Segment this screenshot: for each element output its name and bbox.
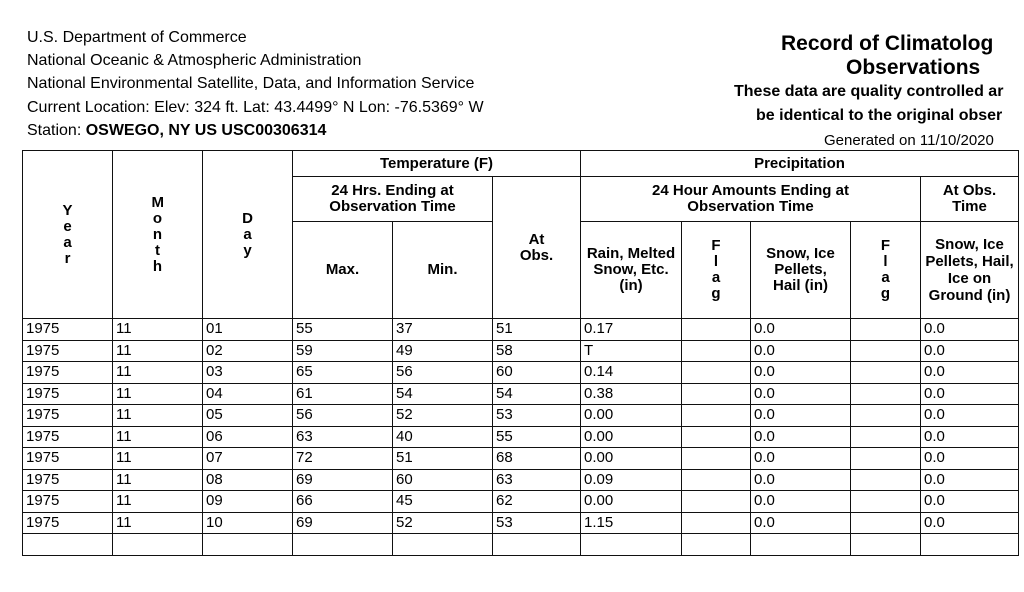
cell-month	[113, 534, 203, 556]
cell-max: 55	[293, 319, 393, 341]
cell-min: 37	[393, 319, 493, 341]
cell-snow: 0.0	[751, 383, 851, 405]
cell-max: 61	[293, 383, 393, 405]
cell-flag-1	[682, 340, 751, 362]
col-header-rain: Rain, Melted Snow, Etc. (in)	[581, 222, 682, 319]
cell-flag-1	[682, 383, 751, 405]
cell-rain: 0.00	[581, 491, 682, 513]
cell-snow-on-ground: 0.0	[921, 426, 1019, 448]
cell-flag-2	[851, 362, 921, 384]
cell-min: 40	[393, 426, 493, 448]
cell-at-obs: 68	[493, 448, 581, 470]
cell-min: 52	[393, 512, 493, 534]
cell-at-obs: 54	[493, 383, 581, 405]
cell-snow: 0.0	[751, 469, 851, 491]
table-row	[23, 426, 1019, 448]
cell-rain: T	[581, 340, 682, 362]
cell-day: 02	[203, 340, 293, 362]
cell-year: 1975	[23, 491, 113, 513]
cell-day: 10	[203, 512, 293, 534]
group-header-precipitation: Precipitation	[581, 151, 1019, 177]
cell-max: 66	[293, 491, 393, 513]
group-header-temperature: Temperature (F)	[293, 151, 581, 177]
cell-min: 45	[393, 491, 493, 513]
cell-day: 05	[203, 405, 293, 427]
cell-snow-on-ground	[921, 534, 1019, 556]
col-header-max: Max.	[293, 222, 393, 319]
station-value: OSWEGO, NY US USC00306314	[85, 122, 327, 139]
cell-day: 06	[203, 426, 293, 448]
agency-line: U.S. Department of Commerce	[27, 29, 247, 46]
cell-flag-1	[682, 319, 751, 341]
cell-month: 11	[113, 362, 203, 384]
cell-flag-2	[851, 383, 921, 405]
cell-snow: 0.0	[751, 512, 851, 534]
cell-rain: 0.09	[581, 469, 682, 491]
cell-flag-1	[682, 491, 751, 513]
cell-flag-2	[851, 319, 921, 341]
cell-max: 56	[293, 405, 393, 427]
cell-snow-on-ground: 0.0	[921, 362, 1019, 384]
cell-min	[393, 534, 493, 556]
cell-snow	[751, 534, 851, 556]
cell-flag-1	[682, 405, 751, 427]
cell-snow-on-ground: 0.0	[921, 469, 1019, 491]
cell-snow-on-ground: 0.0	[921, 448, 1019, 470]
climate-data-table	[22, 150, 1019, 556]
cell-flag-2	[851, 426, 921, 448]
group-header-at-obs-time: At Obs. Time	[921, 177, 1019, 222]
col-header-snow: Snow, Ice Pellets, Hail (in)	[751, 222, 851, 319]
cell-flag-1	[682, 534, 751, 556]
cell-flag-2	[851, 512, 921, 534]
cell-day: 04	[203, 383, 293, 405]
cell-year: 1975	[23, 340, 113, 362]
cell-snow-on-ground: 0.0	[921, 512, 1019, 534]
cell-flag-1	[682, 426, 751, 448]
cell-year	[23, 534, 113, 556]
agency-header	[27, 26, 484, 142]
table-row	[23, 362, 1019, 384]
station-label: Station:	[27, 122, 86, 139]
col-header-flag-1: Flag	[682, 222, 751, 319]
cell-rain: 0.00	[581, 405, 682, 427]
cell-month: 11	[113, 491, 203, 513]
cell-min: 52	[393, 405, 493, 427]
cell-snow-on-ground: 0.0	[921, 340, 1019, 362]
cell-year: 1975	[23, 362, 113, 384]
cell-max: 69	[293, 512, 393, 534]
cell-year: 1975	[23, 469, 113, 491]
table-row	[23, 534, 1019, 556]
table-row	[23, 319, 1019, 341]
cell-flag-2	[851, 469, 921, 491]
cell-month: 11	[113, 448, 203, 470]
table-row	[23, 448, 1019, 470]
cell-snow: 0.0	[751, 340, 851, 362]
cell-year: 1975	[23, 383, 113, 405]
cell-month: 11	[113, 426, 203, 448]
cell-flag-1	[682, 512, 751, 534]
location-info: Current Location: Elev: 324 ft. Lat: 43.4499° N Lon: -76.5369° W	[27, 99, 484, 116]
cell-at-obs: 62	[493, 491, 581, 513]
col-header-snow-on-ground: Snow, Ice Pellets, Hail, Ice on Ground (in)	[921, 222, 1019, 319]
col-header-year: Year	[23, 151, 113, 319]
table-row	[23, 512, 1019, 534]
cell-min: 54	[393, 383, 493, 405]
generated-date: Generated on 11/10/2020	[824, 132, 994, 149]
cell-snow-on-ground: 0.0	[921, 491, 1019, 513]
cell-at-obs: 51	[493, 319, 581, 341]
cell-year: 1975	[23, 512, 113, 534]
cell-flag-2	[851, 491, 921, 513]
cell-flag-2	[851, 340, 921, 362]
cell-min: 56	[393, 362, 493, 384]
cell-snow-on-ground: 0.0	[921, 319, 1019, 341]
cell-rain: 0.14	[581, 362, 682, 384]
title-line-1: Record of Climatolog	[781, 32, 994, 55]
cell-rain: 0.17	[581, 319, 682, 341]
col-header-day: Day	[203, 151, 293, 319]
cell-flag-2	[851, 405, 921, 427]
cell-snow: 0.0	[751, 319, 851, 341]
title-line-2: Observations	[846, 56, 981, 79]
cell-at-obs: 63	[493, 469, 581, 491]
cell-min: 60	[393, 469, 493, 491]
cell-at-obs: 60	[493, 362, 581, 384]
cell-month: 11	[113, 512, 203, 534]
table-row	[23, 469, 1019, 491]
cell-flag-1	[682, 469, 751, 491]
agency-line: National Oceanic & Atmospheric Administration	[27, 52, 362, 69]
cell-month: 11	[113, 340, 203, 362]
cell-day: 07	[203, 448, 293, 470]
cell-day	[203, 534, 293, 556]
cell-flag-2	[851, 534, 921, 556]
cell-min: 49	[393, 340, 493, 362]
cell-snow: 0.0	[751, 362, 851, 384]
col-header-flag-2: Flag	[851, 222, 921, 319]
cell-month: 11	[113, 319, 203, 341]
cell-year: 1975	[23, 448, 113, 470]
cell-month: 11	[113, 405, 203, 427]
cell-snow: 0.0	[751, 405, 851, 427]
group-header-24hr-precip: 24 Hour Amounts Ending at Observation Time	[581, 177, 921, 222]
cell-rain	[581, 534, 682, 556]
table-body	[23, 319, 1019, 556]
cell-month: 11	[113, 383, 203, 405]
cell-flag-1	[682, 448, 751, 470]
cell-rain: 0.00	[581, 448, 682, 470]
cell-flag-2	[851, 448, 921, 470]
cell-day: 08	[203, 469, 293, 491]
subtitle-line-1: These data are quality controlled ar	[734, 83, 1004, 100]
cell-snow: 0.0	[751, 426, 851, 448]
cell-max: 59	[293, 340, 393, 362]
subtitle-line-2: be identical to the original obser	[756, 107, 1003, 124]
cell-day: 03	[203, 362, 293, 384]
cell-snow: 0.0	[751, 448, 851, 470]
group-header-24hr-temp: 24 Hrs. Ending at Observation Time	[293, 177, 493, 222]
col-header-min: Min.	[393, 222, 493, 319]
cell-rain: 0.38	[581, 383, 682, 405]
cell-at-obs	[493, 534, 581, 556]
col-header-at-obs: At Obs.	[493, 177, 581, 319]
cell-rain: 0.00	[581, 426, 682, 448]
cell-max: 65	[293, 362, 393, 384]
cell-at-obs: 58	[493, 340, 581, 362]
table-row	[23, 491, 1019, 513]
cell-flag-1	[682, 362, 751, 384]
cell-day: 09	[203, 491, 293, 513]
agency-line: National Environmental Satellite, Data, and Information Service	[27, 75, 475, 92]
cell-snow-on-ground: 0.0	[921, 405, 1019, 427]
cell-rain: 1.15	[581, 512, 682, 534]
table-row	[23, 405, 1019, 427]
cell-year: 1975	[23, 405, 113, 427]
cell-month: 11	[113, 469, 203, 491]
station-info	[27, 119, 484, 142]
col-header-month: Month	[113, 151, 203, 319]
cell-max: 63	[293, 426, 393, 448]
cell-at-obs: 55	[493, 426, 581, 448]
table-row	[23, 383, 1019, 405]
cell-year: 1975	[23, 319, 113, 341]
cell-max: 72	[293, 448, 393, 470]
cell-min: 51	[393, 448, 493, 470]
cell-day: 01	[203, 319, 293, 341]
cell-at-obs: 53	[493, 512, 581, 534]
cell-max: 69	[293, 469, 393, 491]
cell-max	[293, 534, 393, 556]
cell-year: 1975	[23, 426, 113, 448]
cell-snow-on-ground: 0.0	[921, 383, 1019, 405]
table-row	[23, 340, 1019, 362]
cell-snow: 0.0	[751, 491, 851, 513]
cell-at-obs: 53	[493, 405, 581, 427]
